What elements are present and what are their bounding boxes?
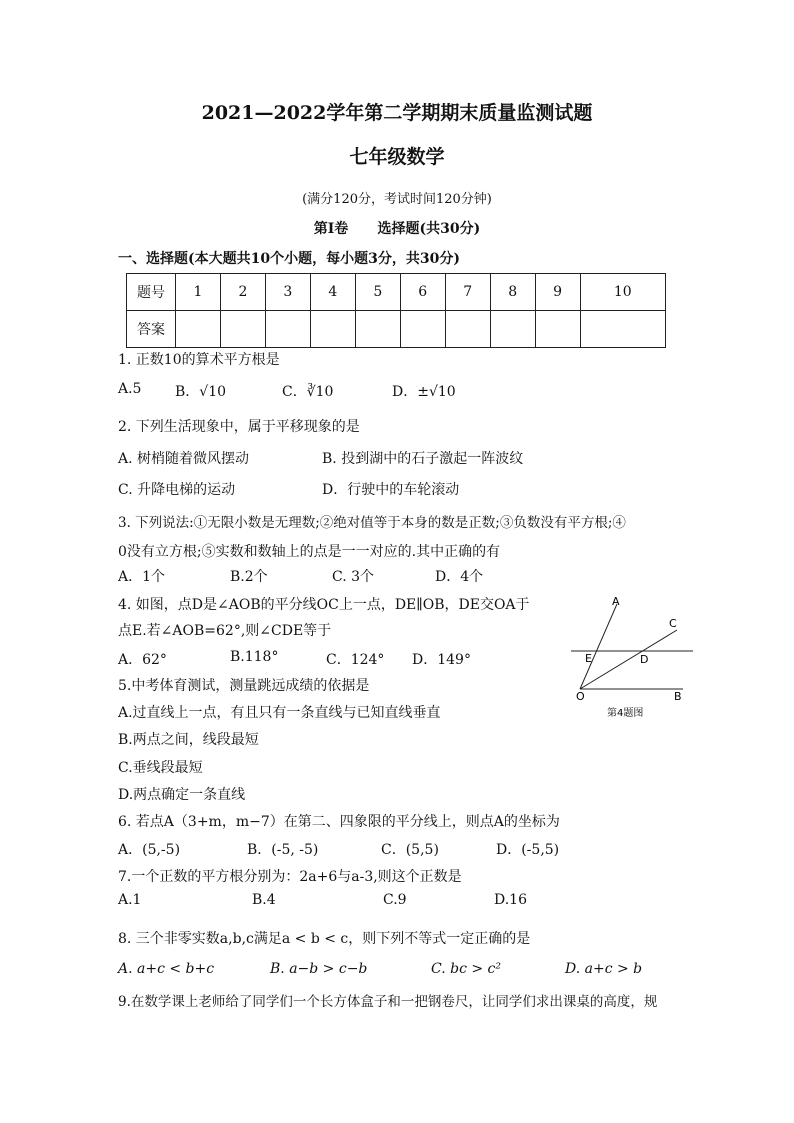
q3-option-a: A．1个 [118,569,166,585]
q8-stem: 8. 三个非零实数a,b,c满足a < b < c，则下列不等式一定正确的是 [118,931,531,947]
q4-stem-line2: 点E.若∠AOB=62°,则∠CDE等于 [118,623,332,639]
exam-note: (满分120分，考试时间120分钟) [302,192,492,207]
q6-stem: 6. 若点A（3+m，m−7）在第二、四象限的平分线上，则点A的坐标为 [118,814,560,830]
answer-cell[interactable] [490,311,535,348]
section-heading: 一、选择题(本大题共10个小题，每小题3分，共30分) [118,251,460,267]
q7-option-a: A.1 [118,892,142,908]
figure-caption: 第4题图 [607,708,644,719]
q4-option-c: C．124° [326,652,385,668]
q5-option-d: D.两点确定一条直线 [118,787,246,803]
table-cell: 题号 [127,274,176,311]
q3-option-b: B.2个 [230,569,268,585]
label-e: E [585,652,592,665]
table-cell: 2 [220,274,265,311]
table-cell: 9 [535,274,580,311]
q5-option-c: C.垂线段最短 [118,760,203,776]
q2-stem: 2. 下列生活现象中，属于平移现象的是 [118,419,360,435]
q7-stem: 7.一个正数的平方根分别为：2a+6与a-3,则这个正数是 [118,869,462,885]
q4-option-a: A．62° [118,652,167,668]
q1-option-b: B．√10 [175,384,227,400]
q5-option-b: B.两点之间，线段最短 [118,732,259,748]
q8-option-a: A. a+c < b+c [118,961,215,977]
label-d: D [640,653,649,666]
q8-option-c: C. bc > c² [431,961,501,977]
q8-option-d: D. a+c > b [565,961,643,977]
answer-table [126,273,666,348]
table-row [127,311,666,348]
table-cell: 8 [490,274,535,311]
answer-cell[interactable] [445,311,490,348]
label-b: B [674,690,682,703]
table-cell: 1 [176,274,221,311]
part-heading: 第Ⅰ卷 选择题(共30分) [313,221,481,237]
q3-option-c: C. 3个 [332,569,375,585]
q2-option-b: B. 投到湖中的石子激起一阵波纹 [322,451,524,467]
q3-stem-line1: 3. 下列说法:①无限小数是无理数;②绝对值等于本身的数是正数;③负数没有平方根;④ [118,515,626,531]
answer-cell[interactable] [355,311,400,348]
q1-option-d: D．±√10 [392,384,456,400]
answer-cell[interactable] [265,311,310,348]
q6-option-d: D．(-5,5) [496,842,560,858]
q4-option-b: B.118° [230,649,279,665]
q2-option-c: C. 升降电梯的运动 [118,482,236,498]
answer-cell[interactable] [580,311,665,348]
q3-option-d: D．4个 [435,569,484,585]
q8-option-b: B. a−b > c−b [270,961,368,977]
answer-cell[interactable] [535,311,580,348]
line-oa [580,604,617,689]
table-row [127,274,666,311]
q9-stem: 9.在数学课上老师给了同学们一个长方体盒子和一把钢卷尺，让同学们求出课桌的高度，规 [118,994,658,1010]
table-cell: 答案 [127,311,176,348]
table-cell: 6 [400,274,445,311]
table-cell: 4 [310,274,355,311]
q1-option-c: C．∛10 [282,384,334,400]
label-a: A [612,595,620,608]
table-cell: 10 [580,274,665,311]
answer-cell[interactable] [400,311,445,348]
q6-option-a: A．(5,-5) [118,842,181,858]
q6-option-b: B．(-5, -5) [247,842,319,858]
line-oc [580,630,677,689]
q4-figure [565,592,700,722]
table-cell: 3 [265,274,310,311]
answer-cell[interactable] [310,311,355,348]
label-c: C [669,617,677,630]
q1-option-a: A.5 [118,381,142,397]
exam-subtitle: 七年级数学 [349,146,445,168]
q7-option-d: D.16 [494,892,527,908]
q4-stem-line1: 4. 如图，点D是∠AOB的平分线OC上一点，DE∥OB，DE交OA于 [118,597,530,613]
table-cell: 7 [445,274,490,311]
q3-stem-line2: 0没有立方根;⑤实数和数轴上的点是一一对应的.其中正确的有 [118,544,501,560]
q6-option-c: C．(5,5) [381,842,439,858]
q4-option-d: D．149° [412,652,471,668]
label-o: O [576,690,585,703]
q2-option-d: D．行驶中的车轮滚动 [322,482,460,498]
table-cell: 5 [355,274,400,311]
q1-stem: 1. 正数10的算术平方根是 [118,352,280,368]
q5-option-a: A.过直线上一点，有且只有一条直线与已知直线垂直 [118,705,441,721]
q7-option-b: B.4 [252,892,276,908]
q7-option-c: C.9 [383,892,407,908]
exam-title: 2021—2022学年第二学期期末质量监测试题 [201,102,593,124]
q2-option-a: A. 树梢随着微风摆动 [118,451,250,467]
answer-cell[interactable] [176,311,221,348]
q5-stem: 5.中考体育测试，测量跳远成绩的依据是 [118,678,370,694]
answer-cell[interactable] [220,311,265,348]
